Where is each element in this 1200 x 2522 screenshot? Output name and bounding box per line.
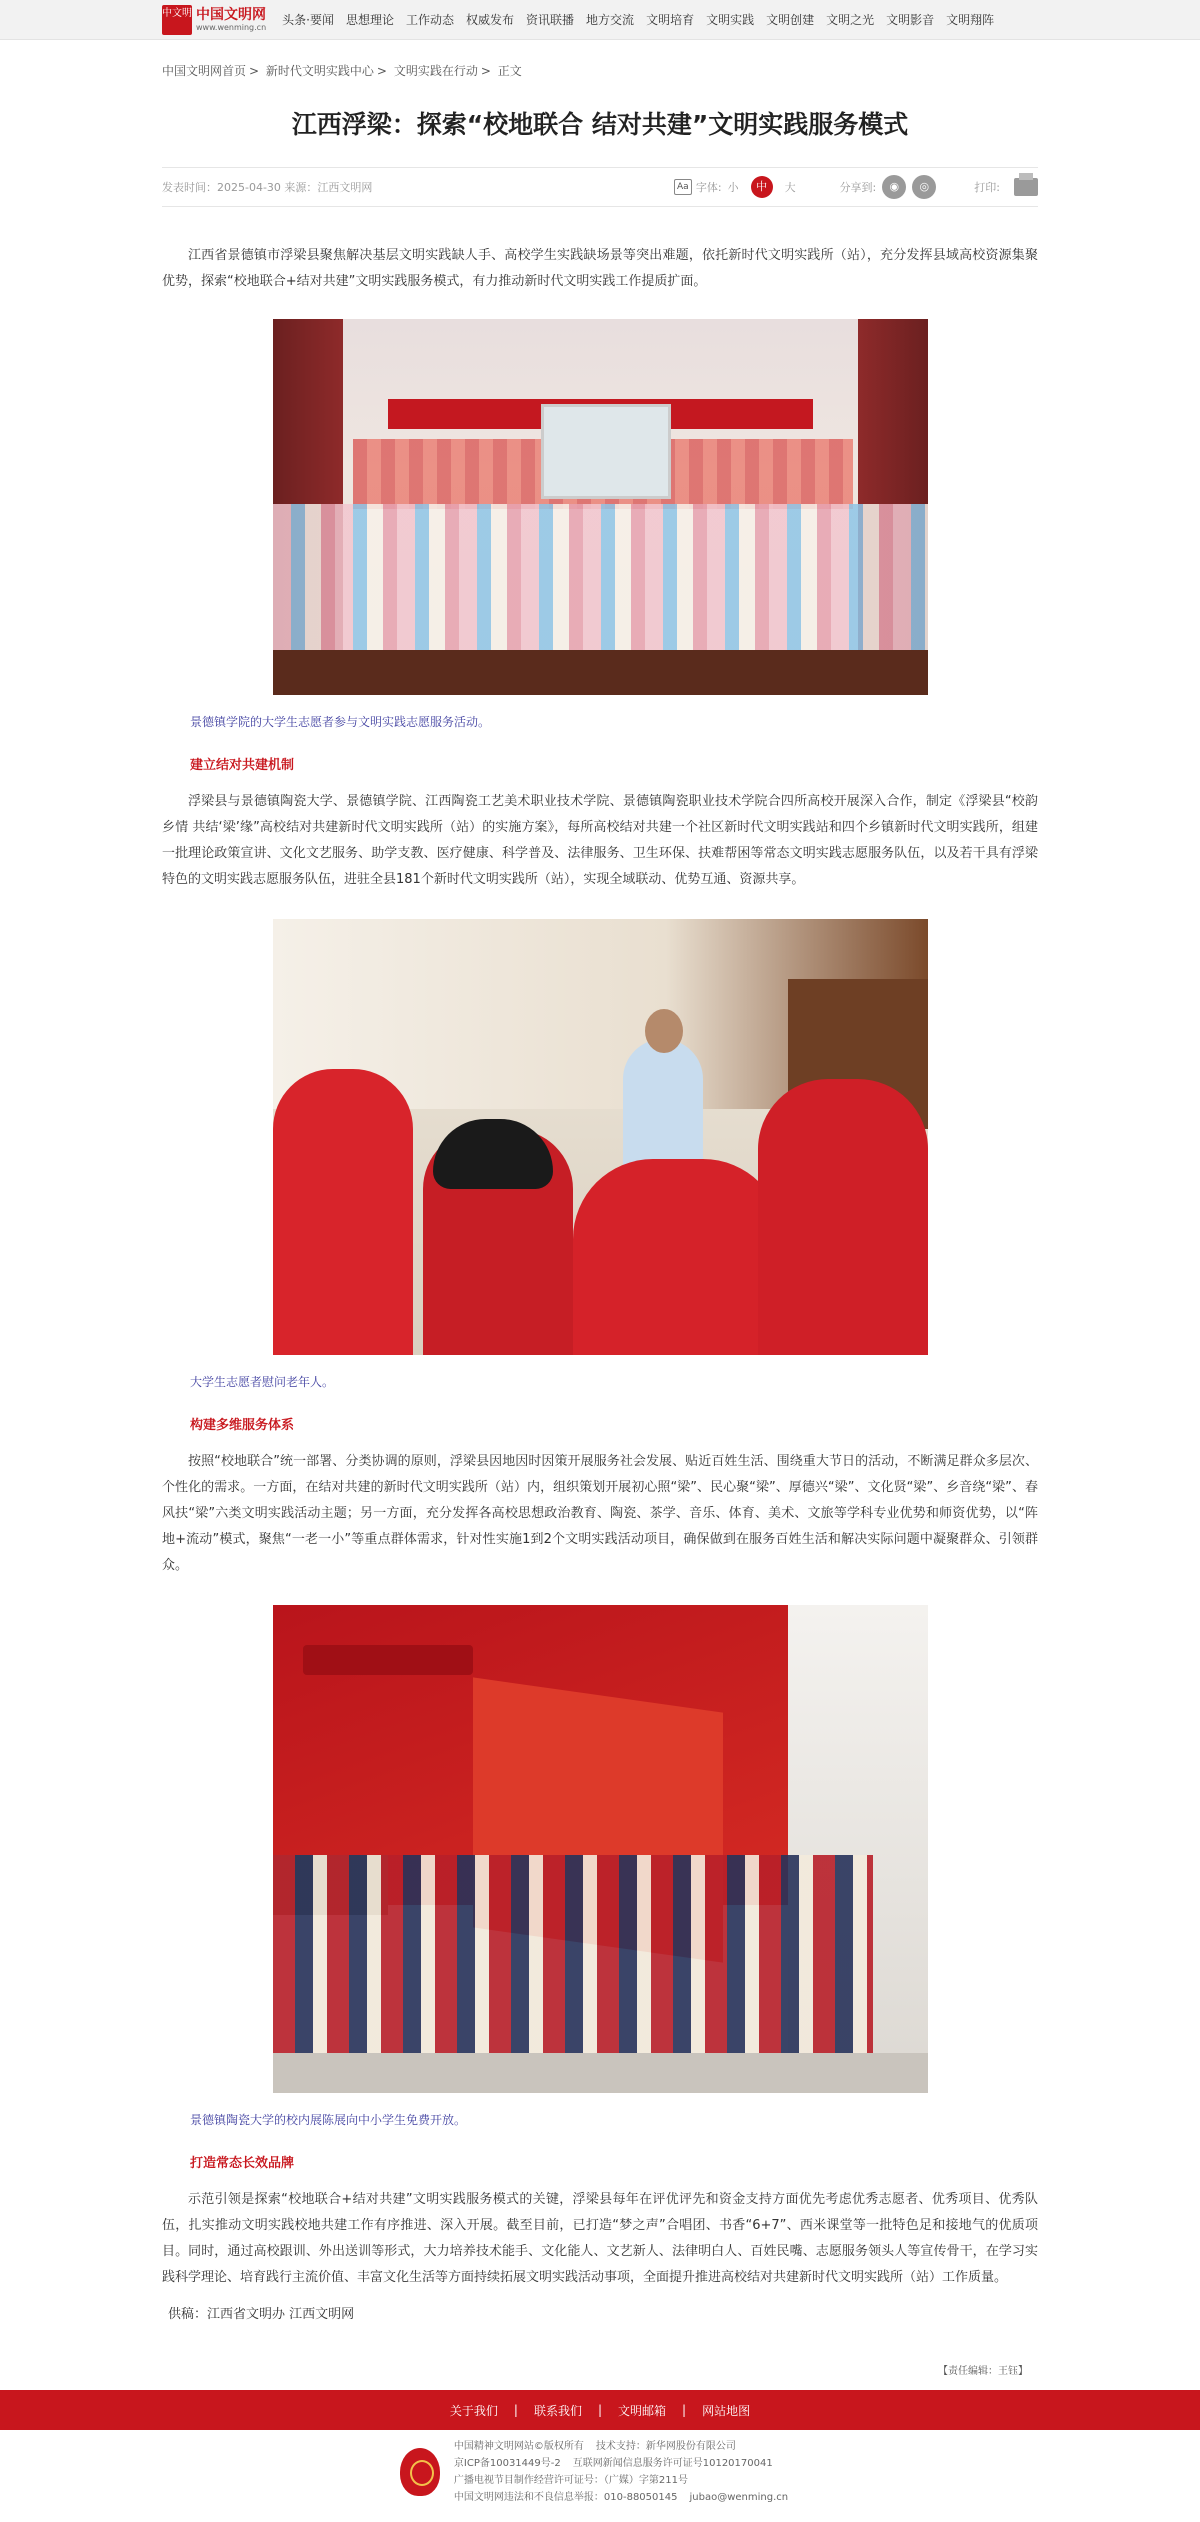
nav-item-peiyu[interactable]: 文明培育	[646, 13, 695, 27]
top-nav-bar	[0, 0, 1200, 40]
footer-tech-support: 技术支持：新华网股份有限公司	[595, 2441, 736, 2452]
breadcrumb-center[interactable]: 新时代文明实践中心	[265, 64, 374, 78]
nav-item-shijian[interactable]: 文明实践	[706, 13, 755, 27]
breadcrumb: 中国文明网首页 > 新时代文明实践中心 > 文明实践在行动 > 正文	[162, 64, 522, 78]
breadcrumb-action[interactable]: 文明实践在行动	[393, 64, 478, 78]
footer-link-contact[interactable]: 联系我们	[533, 2403, 582, 2418]
article-source: 供稿：江西省文明办 江西文明网	[168, 2307, 355, 2322]
logo-mark-icon: 中文明	[162, 5, 192, 35]
nav-item-zhiguang[interactable]: 文明之光	[826, 13, 875, 27]
nav-item-chuangjian[interactable]: 文明创建	[766, 13, 815, 27]
article-title: 江西浮梁：探索“校地联合 结对共建”文明实践服务模式	[291, 110, 909, 139]
photo-caption-2: 大学生志愿者慰问老年人。	[190, 1375, 335, 1389]
article-paragraph-3: 示范引领是探索“校地联合+结对共建”文明实践服务模式的关键，浮梁县每年在评优评先和资金支持方面优先考虑优秀志愿者、优秀项目、优秀队伍，扎实推动文明实践校地共建工作有序推进、深入开展。截至目前，已打造“梦之声”合唱团、书香“6+7”、西米课堂等一批特色足和接地气的优质项目。同时，通过高校跟训、外出送训等形式，大力培养技术能手、文化能人、文艺新人、法律明白人、百姓民嘴、志愿服务领头人等宣传骨干，在学习实践科学理论、培育践行主流价值、丰富文化生活等方面持续拓展文明实践活动事项，全面提升推进高校结对共建新时代文明实践所（站）工作质量。	[162, 2192, 1038, 2285]
footer-links-bar: 关于我们 | 联系我们 | 文明邮箱 | 网站地图	[0, 2390, 1200, 2430]
logo-url: www.wenming.cn	[196, 23, 267, 32]
article-paragraph-2: 按照“校地联合”统一部署、分类协调的原则，浮梁县因地因时因策开展服务社会发展、贴近百姓生活、围绕重大节日的活动，不断满足群众多层次、个性化的需求。一方面，在结对共建的新时代文明实践所（站）内，组织策划开展初心照“梁”、民心聚“梁”、厚德兴“梁”、文化贤“梁”、乡音绕“梁”、春风扶“梁”六类文明实践活动主题；另一方面，充分发挥各高校思想政治教育、陶瓷、茶学、音乐、体育、美术、文旅等学科专业优势和师资优势，以“阵地+流动”模式，聚焦“一老一小”等重点群体需求，针对性实施1到2个文明实践活动项目，确保做到在服务百姓生活和解决实际问题中凝聚群众、引领群众。	[162, 1454, 1038, 1573]
nav-item-sixiang[interactable]: 思想理论	[345, 13, 394, 27]
logo-name: 中国文明网	[196, 7, 266, 23]
footer-info	[0, 2438, 1200, 2506]
printer-icon[interactable]	[1014, 178, 1038, 196]
photo-exhibition-hall	[273, 1605, 928, 2093]
nav-item-toutiao[interactable]: 头条·要闻	[282, 13, 334, 27]
publish-info: 发表时间：2025-04-30 来源：江西文明网	[162, 181, 373, 194]
footer-link-mail[interactable]: 文明邮箱	[618, 2403, 667, 2418]
nav-item-difang[interactable]: 地方交流	[586, 13, 635, 27]
photo-caption-3: 景德镇陶瓷大学的校内展陈展向中小学生免费开放。	[190, 2113, 467, 2127]
nav-item-quanwei[interactable]: 权威发布	[466, 13, 515, 27]
breadcrumb-current: 正文	[497, 64, 522, 78]
footer-emblem-icon	[400, 2448, 440, 2496]
breadcrumb-home[interactable]: 中国文明网首页	[162, 64, 247, 78]
footer-link-about[interactable]: 关于我们	[449, 2403, 498, 2418]
print-label: 打印:	[974, 181, 1000, 194]
share-label: 分享到:	[839, 181, 877, 194]
photo-caption-1: 景德镇学院的大学生志愿者参与文明实践志愿服务活动。	[190, 715, 491, 729]
wechat-share-icon[interactable]: ◉	[882, 175, 906, 199]
font-small-button[interactable]: 小	[727, 181, 739, 194]
weibo-share-icon[interactable]: ◎	[912, 175, 936, 199]
section-heading-1: 建立结对共建机制	[190, 758, 295, 773]
font-size-label: 字体:	[695, 181, 722, 194]
article-intro: 江西省景德镇市浮梁县聚焦解决基层文明实践缺人手、高校学生实践缺场景等突出难题，依托新时代文明实践所（站），充分发挥县域高校资源集聚优势，探索“校地联合+结对共建”文明实践服务模式，有力推动新时代文明实践工作提质扩面。	[162, 248, 1038, 289]
font-size-control	[674, 176, 802, 198]
font-large-button[interactable]: 大	[784, 181, 796, 194]
nav-item-yingyin[interactable]: 文明影音	[886, 13, 935, 27]
footer-broadcast-license: 广播电视节目制作经营许可证号：（广媒）字第211号	[453, 2475, 688, 2486]
footer-link-sitemap[interactable]: 网站地图	[702, 2403, 751, 2418]
photo-elderly-visit	[273, 919, 928, 1355]
site-logo[interactable]	[162, 5, 266, 35]
section-heading-3: 打造常态长效品牌	[190, 2156, 295, 2171]
font-size-icon: Aa	[674, 179, 692, 195]
footer-report-phone: 中国文明网违法和不良信息举报：010-88050145	[453, 2492, 678, 2503]
main-nav	[276, 0, 1000, 40]
photo-volunteer-activity	[273, 319, 928, 695]
print-control	[974, 178, 1038, 196]
nav-item-xiangzhen[interactable]: 文明翔阵	[946, 13, 995, 27]
share-control	[840, 175, 937, 199]
nav-item-gongzuo[interactable]: 工作动态	[406, 13, 455, 27]
footer-copyright: 中国精神文明网站©版权所有	[453, 2441, 584, 2452]
font-medium-button[interactable]: 中	[751, 176, 773, 198]
responsible-editor: 【责任编辑：王钰】	[938, 2366, 1028, 2377]
nav-item-zixun[interactable]: 资讯联播	[526, 13, 575, 27]
footer-icp: 京ICP备10031449号-2	[453, 2458, 561, 2469]
footer-news-license: 互联网新闻信息服务许可证号10120170041	[572, 2458, 773, 2469]
article-meta	[162, 167, 1038, 207]
section-heading-2: 构建多维服务体系	[190, 1418, 295, 1433]
footer-report-email[interactable]: jubao@wenming.cn	[689, 2492, 789, 2503]
article-paragraph-1: 浮梁县与景德镇陶瓷大学、景德镇学院、江西陶瓷工艺美术职业技术学院、景德镇陶瓷职业技术学院合四所高校开展深入合作，制定《浮梁县“校韵乡情 共结‘梁’缘”高校结对共建新时代文明实践所（站）的实施方案》，每所高校结对共建一个社区新时代文明实践站和四个乡镇新时代文明实践所，组建一批理论政策宣讲、文化文艺服务、助学支教、医疗健康、科学普及、法律服务、卫生环保、扶难帮困等常态文明实践志愿服务队伍，以及若干具有浮梁特色的文明实践志愿服务队伍，进驻全县181个新时代文明实践所（站），实现全域联动、优势互通、资源共享。	[162, 794, 1038, 887]
